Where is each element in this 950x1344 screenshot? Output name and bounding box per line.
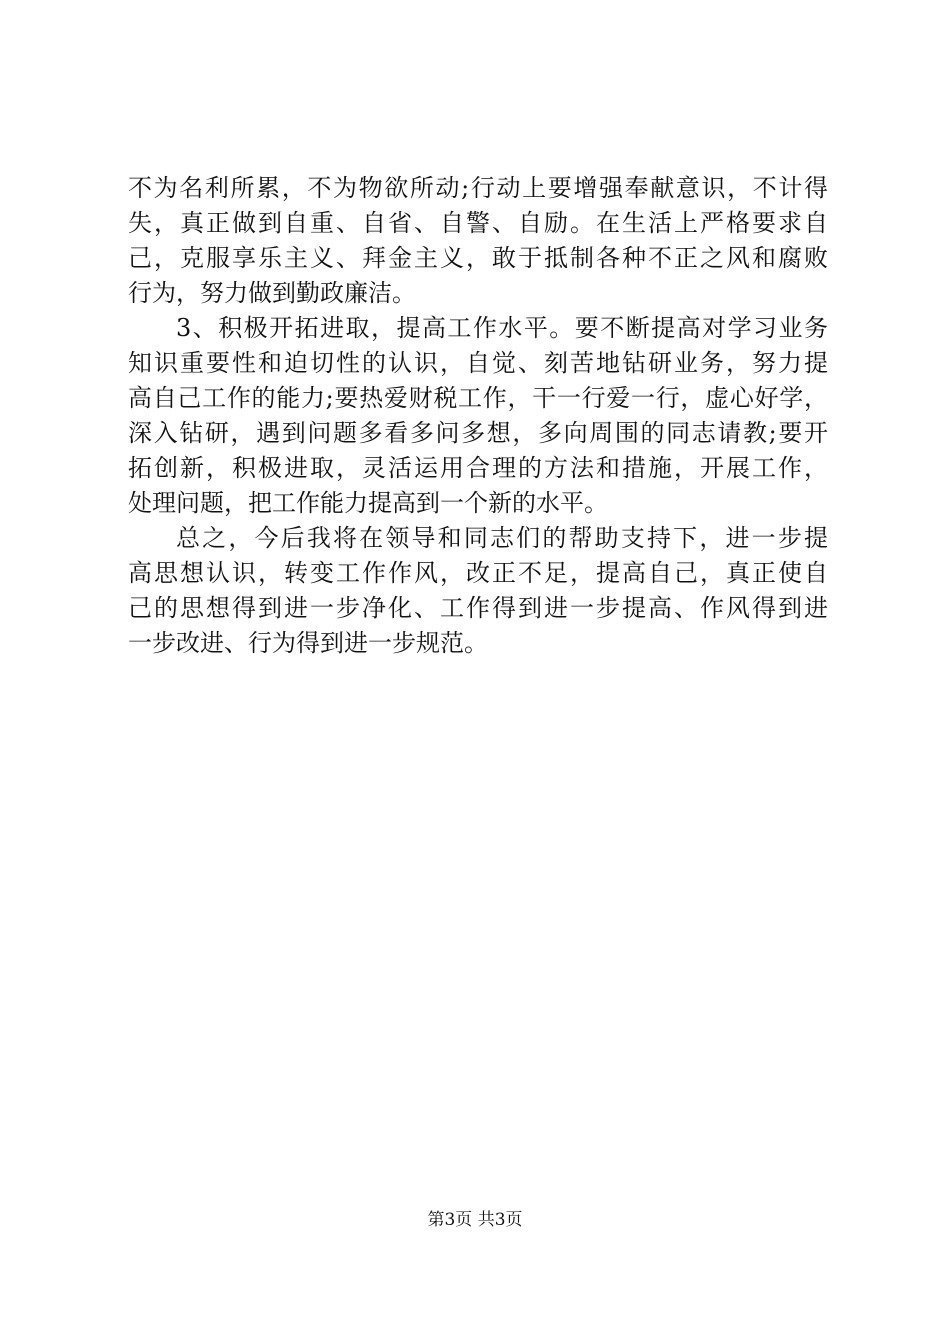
text-line: 行为，努力做到勤政廉洁。 bbox=[128, 279, 416, 307]
text-line: 高思想认识，转变工作作风，改正不足，提高自己，真正使自 bbox=[128, 559, 828, 587]
text-line: 知识重要性和迫切性的认识，自觉、刻苦地钻研业务，努力提 bbox=[128, 349, 828, 377]
text-line: 拓创新，积极进取，灵活运用合理的方法和措施，开展工作， bbox=[128, 454, 828, 482]
text-line: 3、积极开拓进取，提高工作水平。要不断提高对学习业务 bbox=[176, 314, 828, 342]
text-line: 己，克服享乐主义、拜金主义，敢于抵制各种不正之风和腐败 bbox=[128, 244, 828, 272]
text-line: 总之，今后我将在领导和同志们的帮助支持下，进一步提 bbox=[176, 524, 828, 552]
text-line: 不为名利所累，不为物欲所动;行动上要增强奉献意识，不计得 bbox=[128, 174, 828, 202]
text-line: 处理问题，把工作能力提高到一个新的水平。 bbox=[128, 489, 608, 517]
page-footer: 第3页 共3页 bbox=[427, 1210, 523, 1230]
text-line: 己的思想得到进一步净化、工作得到进一步提高、作风得到进 bbox=[128, 594, 828, 622]
text-line: 一步改进、行为得到进一步规范。 bbox=[128, 629, 488, 657]
text-line: 高自己工作的能力;要热爱财税工作，干一行爱一行，虚心好学， bbox=[128, 384, 828, 412]
text-line: 深入钻研，遇到问题多看多问多想，多向周围的同志请教;要开 bbox=[128, 419, 828, 447]
text-line: 失，真正做到自重、自省、自警、自励。在生活上严格要求自 bbox=[128, 209, 828, 237]
body-text bbox=[128, 171, 828, 661]
